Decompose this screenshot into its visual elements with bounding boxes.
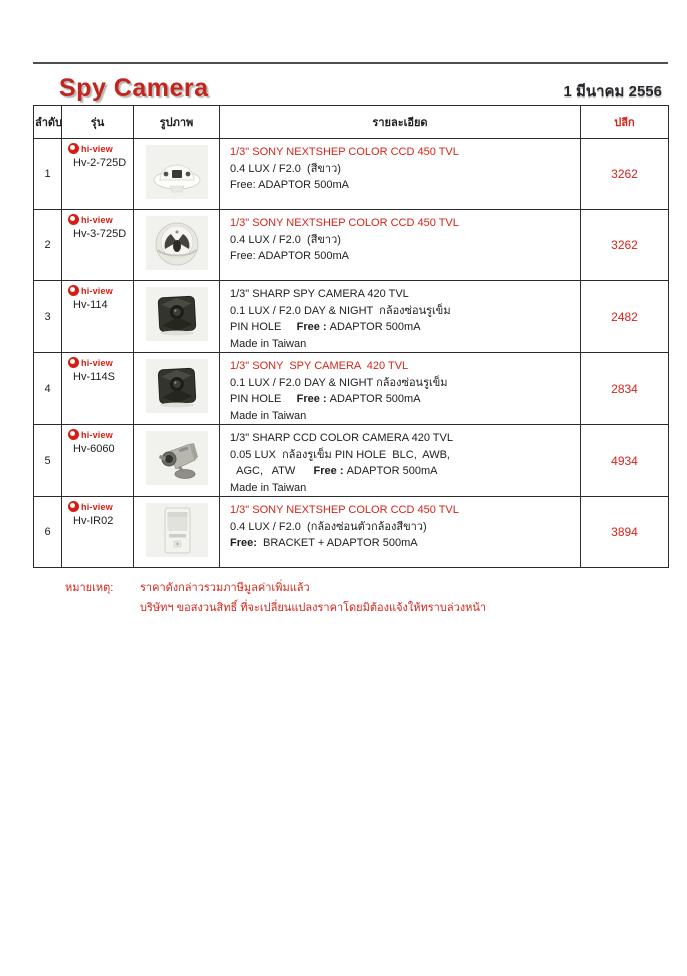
price-cell: 4934 — [581, 425, 669, 497]
column-header-image: รูปภาพ — [134, 106, 220, 139]
description-line: 0.05 LUX กล้องรูเข็ม PIN HOLE BLC, AWB, — [230, 448, 450, 461]
hiview-logo-text: hi-view — [81, 357, 113, 368]
model-cell — [62, 497, 134, 568]
ceiling-camera-image — [146, 145, 208, 199]
model-cell — [62, 425, 134, 497]
hiview-logo — [68, 357, 129, 368]
table-row — [34, 353, 669, 425]
hiview-logo-icon — [68, 214, 79, 225]
model-name: Hv-114 — [73, 299, 108, 311]
price-cell: 2834 — [581, 353, 669, 425]
description-line: 1/3" SONY NEXTSHEP COLOR CCD 450 TVL — [230, 217, 459, 229]
description-line: 0.1 LUX / F2.0 DAY & NIGHT กล้องซ่อนรูเข็ม — [230, 376, 448, 389]
description-line: PIN HOLE Free : ADAPTOR 500mA — [230, 393, 421, 405]
description-line: PIN HOLE Free : ADAPTOR 500mA — [230, 321, 421, 333]
description-line: Free: ADAPTOR 500mA — [230, 250, 350, 262]
hiview-logo-icon — [68, 357, 79, 368]
model-name: Hv-IR02 — [73, 515, 114, 527]
description-cell — [220, 281, 581, 353]
hiview-logo — [68, 143, 129, 154]
model-cell — [62, 353, 134, 425]
table-row — [34, 425, 669, 497]
hiview-logo — [68, 429, 129, 440]
table-row — [34, 497, 669, 568]
description-line: 0.4 LUX / F2.0 (สีขาว) — [230, 233, 341, 246]
pinhole-camera-image — [146, 287, 208, 341]
description-cell — [220, 139, 581, 210]
dome-camera-image — [146, 216, 208, 270]
description-line: 1/3" SHARP SPY CAMERA 420 TVL — [230, 288, 409, 300]
column-header-index: ลำดับ — [34, 106, 62, 139]
description-line: 0.4 LUX / F2.0 (สีขาว) — [230, 162, 341, 175]
row-number: 6 — [34, 497, 62, 568]
hiview-logo — [68, 285, 129, 296]
description-line: 1/3" SONY NEXTSHEP COLOR CCD 450 TVL — [230, 504, 459, 516]
content-area — [33, 0, 668, 618]
price-cell: 3262 — [581, 139, 669, 210]
mini-metal-camera-image — [146, 431, 208, 485]
image-cell — [134, 497, 220, 568]
description-line: 1/3" SONY SPY CAMERA 420 TVL — [230, 360, 409, 372]
description-line: Made in Taiwan — [230, 409, 307, 422]
description-line: 1/3" SHARP CCD COLOR CAMERA 420 TVL — [230, 432, 453, 444]
table-row — [34, 139, 669, 210]
description-line: Free: ADAPTOR 500mA — [230, 179, 350, 191]
model-name: Hv-2-725D — [73, 157, 127, 169]
hiview-logo-icon — [68, 285, 79, 296]
hiview-logo-text: hi-view — [81, 214, 113, 225]
footnote-line: บริษัทฯ ขอสงวนสิทธิ์ ที่จะเปลี่ยนแปลงราคาโดยมิต้องแจ้งให้ทราบล่วงหน้า — [140, 602, 487, 614]
row-number: 5 — [34, 425, 62, 497]
description-line: AGC, ATW Free : ADAPTOR 500mA — [230, 465, 438, 477]
hiview-logo-text: hi-view — [81, 501, 113, 512]
description-cell — [220, 497, 581, 568]
image-cell — [134, 425, 220, 497]
hiview-logo-icon — [68, 501, 79, 512]
description-line: Made in Taiwan — [230, 337, 307, 350]
description-cell — [220, 210, 581, 281]
model-cell — [62, 210, 134, 281]
page-title: Spy Camera — [59, 74, 209, 102]
description-line: 0.1 LUX / F2.0 DAY & NIGHT กล้องซ่อนรูเข็ม — [230, 304, 451, 317]
description-line: Made in Taiwan — [230, 481, 307, 494]
model-cell — [62, 139, 134, 210]
model-name: Hv-114S — [73, 371, 115, 383]
description-line: Free: BRACKET + ADAPTOR 500mA — [230, 537, 418, 549]
hiview-logo-text: hi-view — [81, 429, 113, 440]
pir-camera-image — [146, 503, 208, 557]
row-number: 2 — [34, 210, 62, 281]
model-cell — [62, 281, 134, 353]
price-table — [33, 105, 669, 568]
column-header-details: รายละเอียด — [220, 106, 581, 139]
hiview-logo-icon — [68, 143, 79, 154]
image-cell — [134, 281, 220, 353]
description-line: 1/3" SONY NEXTSHEP COLOR CCD 450 TVL — [230, 146, 459, 158]
hiview-logo-icon — [68, 429, 79, 440]
masthead — [33, 64, 668, 105]
column-header-retail-price: ปลีก — [581, 106, 669, 139]
footnote-lines — [140, 578, 486, 618]
table-row — [34, 281, 669, 353]
pinhole-camera-image — [146, 359, 208, 413]
column-header-model: รุ่น — [62, 106, 134, 139]
price-cell: 2482 — [581, 281, 669, 353]
document-date: 1 มีนาคม 2556 — [563, 83, 662, 100]
image-cell — [134, 139, 220, 210]
image-cell — [134, 353, 220, 425]
row-number: 3 — [34, 281, 62, 353]
model-name: Hv-3-725D — [73, 228, 127, 240]
description-line: 0.4 LUX / F2.0 (กล้องซ่อนตัวกล้องสีขาว) — [230, 520, 427, 533]
model-name: Hv-6060 — [73, 443, 115, 455]
table-row — [34, 210, 669, 281]
hiview-logo-text: hi-view — [81, 143, 113, 154]
hiview-logo — [68, 501, 129, 512]
footnote-line: ราคาดังกล่าวรวมภาษีมูลค่าเพิ่มแล้ว — [140, 582, 310, 594]
description-cell — [220, 353, 581, 425]
footnote — [33, 578, 668, 618]
hiview-logo — [68, 214, 129, 225]
table-header-row — [34, 106, 669, 139]
description-cell — [220, 425, 581, 497]
row-number: 1 — [34, 139, 62, 210]
price-cell: 3894 — [581, 497, 669, 568]
image-cell — [134, 210, 220, 281]
price-cell: 3262 — [581, 210, 669, 281]
row-number: 4 — [34, 353, 62, 425]
footnote-label: หมายเหตุ: — [65, 582, 114, 594]
hiview-logo-text: hi-view — [81, 285, 113, 296]
